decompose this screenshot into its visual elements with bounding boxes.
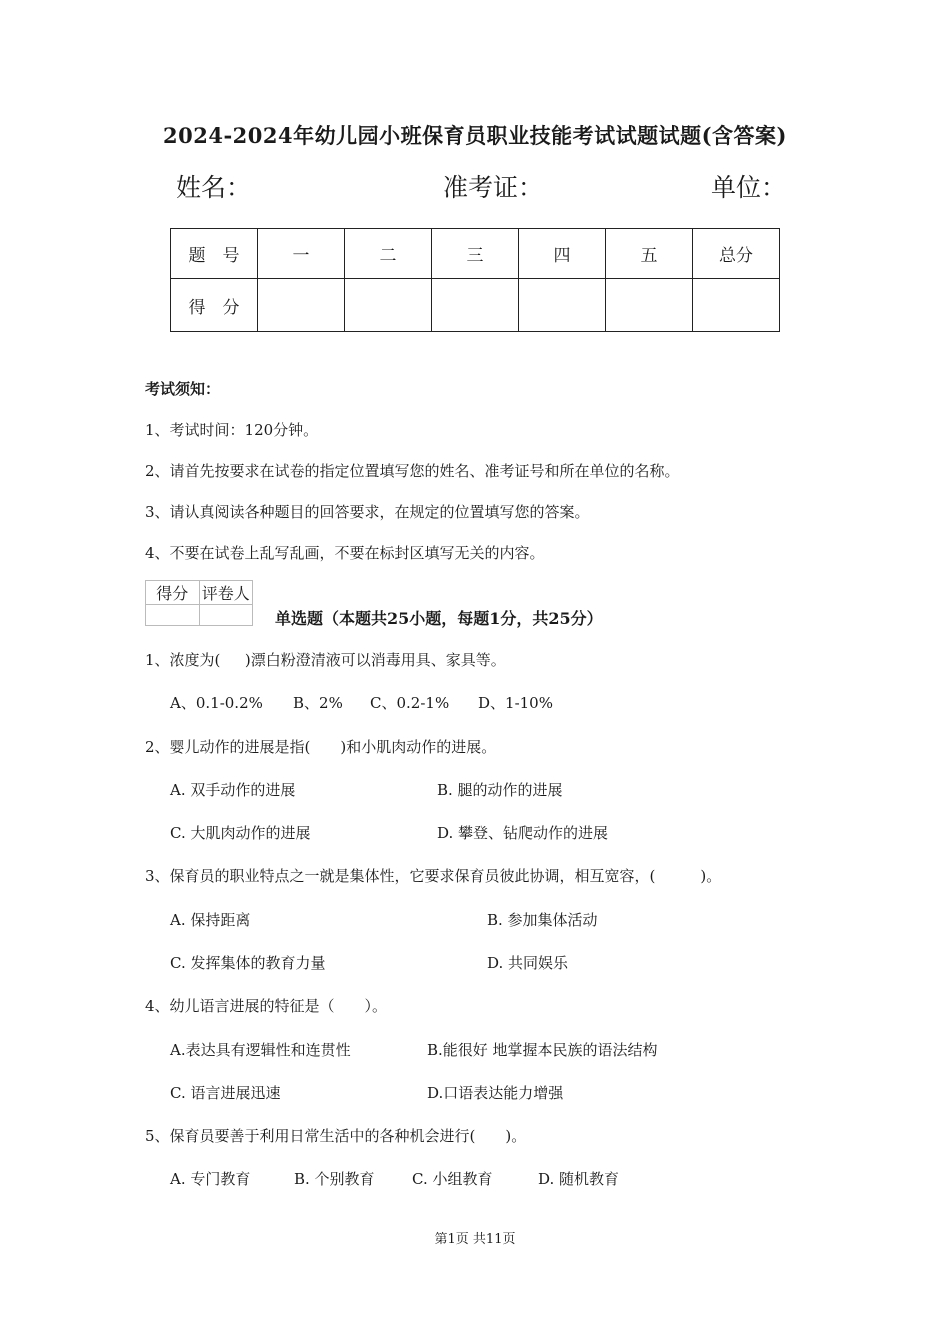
question-stem: 5、保育员要善于利用日常生活中的各种机会进行( )。 <box>145 1127 527 1145</box>
question-option: C. 小组教育 <box>412 1170 493 1188</box>
question-option: A.表达具有逻辑性和连贯性 <box>170 1041 351 1059</box>
notice-item: 3、请认真阅读各种题目的回答要求，在规定的位置填写您的答案。 <box>145 503 590 521</box>
score-table-header-cell: 四 <box>519 229 606 279</box>
question-option: C. 发挥集体的教育力量 <box>170 954 326 972</box>
question-option: D. 随机教育 <box>538 1170 620 1188</box>
grader-box <box>145 580 253 626</box>
section-heading: 单选题（本题共25小题，每题1分，共25分） <box>275 609 603 628</box>
score-table <box>170 228 780 332</box>
question-option: B、2% <box>293 694 343 712</box>
score-table-header-cell: 题 号 <box>171 229 258 279</box>
grader-reviewer-cell[interactable] <box>199 605 253 626</box>
score-table-header-cell: 二 <box>345 229 432 279</box>
question-stem: 2、婴儿动作的进展是指( )和小肌肉动作的进展。 <box>145 738 497 756</box>
name-label: 姓名： <box>176 173 252 202</box>
question-stem: 1、浓度为( )漂白粉澄清液可以消毒用具、家具等。 <box>145 651 506 669</box>
question-option: B.能很好 地掌握本民族的语法结构 <box>427 1041 658 1059</box>
score-cell[interactable] <box>432 279 519 332</box>
question-option: A. 专门教育 <box>170 1170 251 1188</box>
question-stem: 4、幼儿语言进展的特征是（ ）。 <box>145 997 388 1015</box>
grader-score-label: 得分 <box>146 581 200 605</box>
question-option: D、1-10% <box>478 694 553 712</box>
score-cell[interactable] <box>519 279 606 332</box>
question-option: A. 双手动作的进展 <box>170 781 296 799</box>
document-title: 2024-2024年幼儿园小班保育员职业技能考试试题试题(含答案) <box>163 123 787 148</box>
unit-label: 单位： <box>711 173 787 202</box>
question-option: D.口语表达能力增强 <box>427 1084 564 1102</box>
question-option: C. 大肌肉动作的进展 <box>170 824 311 842</box>
grader-reviewer-label: 评卷人 <box>199 581 253 605</box>
exam-id-label: 准考证： <box>443 173 544 202</box>
score-cell[interactable] <box>606 279 693 332</box>
score-table-header-row <box>171 229 780 279</box>
question-option: D. 共同娱乐 <box>487 954 569 972</box>
notice-item: 4、不要在试卷上乱写乱画，不要在标封区填写无关的内容。 <box>145 544 545 562</box>
score-table-score-row <box>171 279 780 332</box>
question-option: D. 攀登、钻爬动作的进展 <box>437 824 609 842</box>
score-table-header-cell: 一 <box>258 229 345 279</box>
score-table-header-cell: 三 <box>432 229 519 279</box>
score-cell[interactable] <box>693 279 780 332</box>
page-footer: 第1页 共11页 <box>434 1232 516 1247</box>
question-option: C. 语言进展迅速 <box>170 1084 281 1102</box>
score-cell[interactable] <box>258 279 345 332</box>
score-table-header-cell: 五 <box>606 229 693 279</box>
notice-item: 1、考试时间：120分钟。 <box>145 421 319 439</box>
question-option: A. 保持距离 <box>170 911 251 929</box>
question-stem: 3、保育员的职业特点之一就是集体性，它要求保育员彼此协调，相互宽容，( )。 <box>145 867 722 885</box>
question-option: B. 腿的动作的进展 <box>437 781 563 799</box>
score-cell[interactable] <box>345 279 432 332</box>
question-option: C、0.2-1% <box>370 694 450 712</box>
question-option: A、0.1-0.2% <box>170 694 263 712</box>
notice-title: 考试须知： <box>145 380 221 398</box>
question-option: B. 参加集体活动 <box>487 911 598 929</box>
grader-score-cell[interactable] <box>146 605 200 626</box>
score-row-label: 得 分 <box>171 279 258 332</box>
question-option: B. 个别教育 <box>294 1170 375 1188</box>
notice-item: 2、请首先按要求在试卷的指定位置填写您的姓名、准考证号和所在单位的名称。 <box>145 462 680 480</box>
score-table-header-cell: 总分 <box>693 229 780 279</box>
